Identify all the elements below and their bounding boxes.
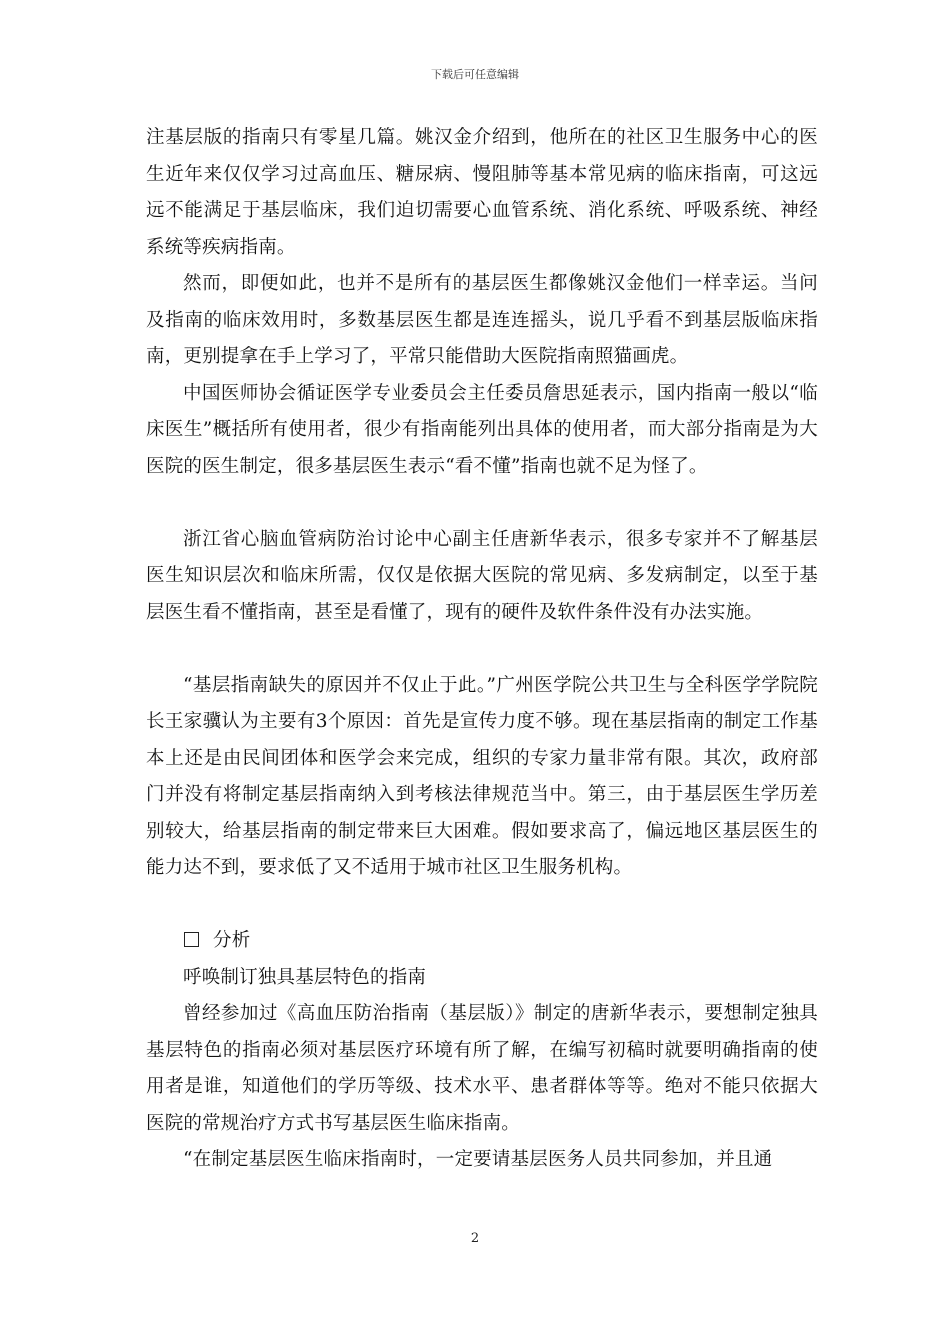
checkbox-icon xyxy=(184,932,199,947)
section-heading xyxy=(146,923,818,960)
document-body xyxy=(146,120,818,1179)
page-number: 2 xyxy=(470,1231,480,1246)
paragraph-5: “基层指南缺失的原因并不仅止于此。”广州医学院公共卫生与全科医学学院院长王家骥认为主要有3个原因：首先是宣传力度不够。现在基层指南的制定工作基本上还是由民间团体和医学会来完成，组织的专家力量非常有限。其次，政府部门并没有将制定基层指南纳入到考核法律规范当中。第三，由于基层医生学历差别较大，给基层指南的制定带来巨大困难。假如要求高了，偏远地区基层医生的能力达不到，要求低了又不适用于城市社区卫生服务机构。 xyxy=(146,674,818,878)
paragraph-1: 注基层版的指南只有零星几篇。姚汉金介绍到，他所在的社区卫生服务中心的医生近年来仅仅学习过高血压、糖尿病、慢阻肺等基本常见病的临床指南，可这远远不能满足于基层临床，我们迫切需要心血管系统、消化系统、呼吸系统、神经系统等疾病指南。 xyxy=(146,127,818,258)
paragraph-7: “在制定基层医生临床指南时，一定要请基层医务人员共同参加，并且通 xyxy=(183,1149,773,1170)
paragraph-4: 浙江省心脑血管病防治讨论中心副主任唐新华表示，很多专家并不了解基层医生知识层次和临床所需，仅仅是依据大医院的常见病、多发病制定，以至于基层医生看不懂指南，甚至是看懂了，现有的硬件及软件条件没有办法实施。 xyxy=(146,528,818,623)
section-heading-label: 分析 xyxy=(213,930,251,951)
paragraph-2: 然而，即便如此，也并不是所有的基层医生都像姚汉金他们一样幸运。当问及指南的临床效用时，多数基层医生都是连连摇头，说几乎看不到基层版临床指南，更别提拿在手上学习了，平常只能借助大医院指南照猫画虎。 xyxy=(146,273,818,367)
page-header-note: 下载后可任意编辑 xyxy=(431,68,519,81)
paragraph-3: 中国医师协会循证医学专业委员会主任委员詹思延表示，国内指南一般以“临床医生”概括所有使用者，很少有指南能列出具体的使用者，而大部分指南是为大医院的医生制定，很多基层医生表示“看不懂”指南也就不足为怪了。 xyxy=(146,382,818,477)
paragraph-6: 曾经参加过《高血压防治指南（基层版）》制定的唐新华表示，要想制定独具基层特色的指南必须对基层医疗环境有所了解，在编写初稿时就要明确指南的使用者是谁，知道他们的学历等级、技术水平、患者群体等等。绝对不能只依据大医院的常规治疗方式书写基层医生临床指南。 xyxy=(146,1003,818,1134)
subheading: 呼唤制订独具基层特色的指南 xyxy=(183,966,427,988)
